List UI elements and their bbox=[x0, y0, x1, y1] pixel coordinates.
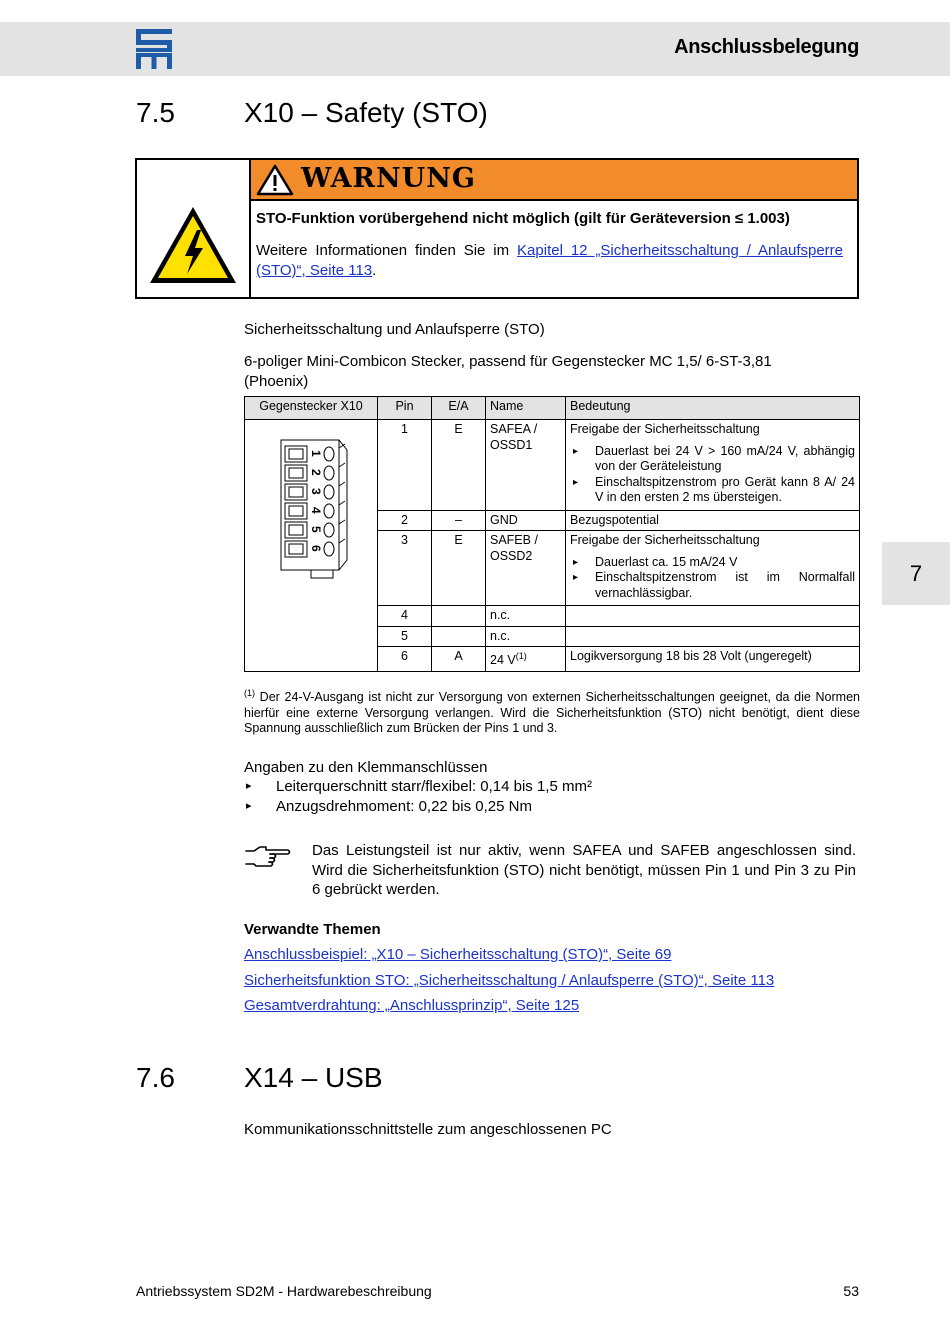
warning-box bbox=[135, 158, 859, 299]
related-link-gesamtverdrahtung[interactable]: Gesamtverdrahtung: „Anschlussprinzip“, Seite 125 bbox=[244, 997, 580, 1014]
list-item: ▸ Dauerlast bei 24 V > 160 mA/24 V, abhängig von der Geräteleistung bbox=[570, 444, 855, 475]
column-header: Bedeutung bbox=[566, 397, 860, 420]
ea-cell: A bbox=[432, 647, 486, 672]
list-item: ▸ Einschaltspitzenstrom ist im Normalfall vernachlässigbar. bbox=[570, 570, 855, 601]
related-link-anschlussbeispiel[interactable]: Anschlussbeispiel: „X10 – Sicherheitsschaltung (STO)“, Seite 69 bbox=[244, 946, 672, 963]
ea-cell bbox=[432, 606, 486, 627]
pin-cell: 3 bbox=[378, 531, 432, 606]
warning-text-prefix: Weitere Informationen finden Sie im bbox=[256, 242, 518, 259]
header-title: Anschlussbelegung bbox=[674, 36, 859, 58]
company-logo bbox=[136, 29, 172, 69]
warning-icon-cell bbox=[137, 160, 251, 297]
name-cell: n.c. bbox=[486, 626, 566, 647]
bedeutung-cell bbox=[566, 531, 860, 606]
name-cell: SAFEA / OSSD1 bbox=[486, 420, 566, 511]
connector-pin-label: 1 bbox=[309, 450, 323, 457]
pin-cell: 6 bbox=[378, 647, 432, 672]
connector-pin-label: 6 bbox=[309, 545, 323, 552]
ea-cell: – bbox=[432, 510, 486, 531]
table-footnote bbox=[244, 686, 860, 737]
name-text: 24 V bbox=[490, 653, 516, 668]
table-row bbox=[245, 420, 860, 511]
connector-pin-label: 2 bbox=[309, 469, 323, 476]
list-item: ▸ Einschaltspitzenstrom pro Gerät kann 8 A/ 24 V in den ersten 2 ms übersteigen. bbox=[570, 475, 855, 506]
connector-pin-label: 4 bbox=[309, 507, 323, 514]
name-cell: GND bbox=[486, 510, 566, 531]
bedeutung-text: Freigabe der Sicherheitsschaltung bbox=[570, 533, 760, 547]
ea-cell: E bbox=[432, 531, 486, 606]
section-number: 7.6 bbox=[136, 1062, 175, 1093]
list-item: ▸ Dauerlast ca. 15 mA/24 V bbox=[570, 555, 855, 571]
column-header: Pin bbox=[378, 397, 432, 420]
klemmen-title: Angaben zu den Klemmanschlüssen bbox=[244, 759, 488, 776]
connector-pin-label: 3 bbox=[309, 488, 323, 495]
related-topics-title: Verwandte Themen bbox=[244, 921, 381, 938]
list-item: ▸ Leiterquerschnitt starr/flexibel: 0,14 bis 1,5 mm² bbox=[244, 777, 592, 797]
pin-cell: 4 bbox=[378, 606, 432, 627]
section-number: 7.5 bbox=[136, 97, 175, 128]
intro-paragraph-2: 6-poliger Mini-Combicon Stecker, passend für Gegenstecker MC 1,5/ 6-ST-3,81 (Phoenix) bbox=[244, 353, 772, 390]
column-header: Gegenstecker X10 bbox=[245, 397, 378, 420]
pin-cell: 1 bbox=[378, 420, 432, 511]
list-item: ▸ Anzugsdrehmoment: 0,22 bis 0,25 Nm bbox=[244, 797, 592, 817]
pin-cell: 5 bbox=[378, 626, 432, 647]
bedeutung-cell bbox=[566, 626, 860, 647]
bedeutung-text: Freigabe der Sicherheitsschaltung bbox=[570, 422, 760, 436]
warning-label: WARNUNG bbox=[301, 163, 476, 194]
bedeutung-cell: Logikversorgung 18 bis 28 Volt (ungeregelt) bbox=[566, 647, 860, 672]
column-header: E/A bbox=[432, 397, 486, 420]
table-header-row bbox=[245, 397, 860, 420]
bedeutung-list bbox=[570, 555, 855, 602]
name-cell: n.c. bbox=[486, 606, 566, 627]
footer-document-title: Antriebssystem SD2M - Hardwarebeschreibung bbox=[136, 1283, 432, 1299]
footnote-marker: (1) bbox=[244, 688, 255, 698]
connector-pin-label: 5 bbox=[309, 526, 323, 533]
bedeutung-cell bbox=[566, 606, 860, 627]
pointing-hand-icon bbox=[244, 843, 292, 869]
footnote-text: Der 24-V-Ausgang ist nicht zur Versorgung von externen Sicherheitsschaltungen geeignet, da die Normen hierfür eine externe Versorgung verlangen. Wird die Sicherheitsfunktion (STO) nicht benötigt, dient diese Spannung ausschließlich zum Brücken der Pins 1 und 3. bbox=[244, 690, 860, 736]
warning-text-suffix: . bbox=[372, 262, 377, 279]
chapter-tab: 7 bbox=[882, 542, 950, 605]
pin-table bbox=[244, 396, 860, 672]
section-title: X10 – Safety (STO) bbox=[244, 97, 488, 128]
related-link-sicherheitsfunktion[interactable]: Sicherheitsfunktion STO: „Sicherheitsschaltung / Anlaufsperre (STO)“, Seite 113 bbox=[244, 972, 775, 989]
name-cell bbox=[486, 647, 566, 672]
footer-page-number: 53 bbox=[843, 1283, 859, 1299]
section-76-text: Kommunikationsschnittstelle zum angeschlossenen PC bbox=[244, 1121, 612, 1138]
ea-cell: E bbox=[432, 420, 486, 511]
ea-cell bbox=[432, 626, 486, 647]
footnote-ref: (1) bbox=[515, 651, 527, 661]
name-cell: SAFEB / OSSD2 bbox=[486, 531, 566, 606]
pin-cell: 2 bbox=[378, 510, 432, 531]
intro-paragraph-1: Sicherheitsschaltung und Anlaufsperre (STO) bbox=[244, 321, 545, 338]
section-title: X14 – USB bbox=[244, 1062, 383, 1093]
klemmen-list bbox=[244, 777, 592, 816]
warning-triangle-icon bbox=[256, 164, 294, 196]
warning-headline: STO-Funktion vorübergehend nicht möglich (gilt für Geräteversion ≤ 1.003) bbox=[256, 210, 790, 227]
warning-text bbox=[256, 241, 843, 281]
bedeutung-cell: Bezugspotential bbox=[566, 510, 860, 531]
bedeutung-list bbox=[570, 444, 855, 506]
connector-cell bbox=[245, 420, 378, 672]
warning-header bbox=[251, 160, 857, 201]
column-header: Name bbox=[486, 397, 566, 420]
note-text: Das Leistungsteil ist nur aktiv, wenn SAFEA und SAFEB angeschlossen sind. Wird die Sicherheitsfunktion (STO) nicht benötigt, müssen Pin 1 und Pin 3 zu Pin 6 gebrückt werden. bbox=[312, 842, 856, 898]
bedeutung-cell bbox=[566, 420, 860, 511]
connector-x10-illustration bbox=[245, 434, 377, 584]
chapter-12-link[interactable]: Kapitel 12 „Sicherheitsschaltung / Anlaufsperre (STO)“, Seite 113 bbox=[256, 242, 844, 279]
high-voltage-icon bbox=[147, 204, 239, 286]
